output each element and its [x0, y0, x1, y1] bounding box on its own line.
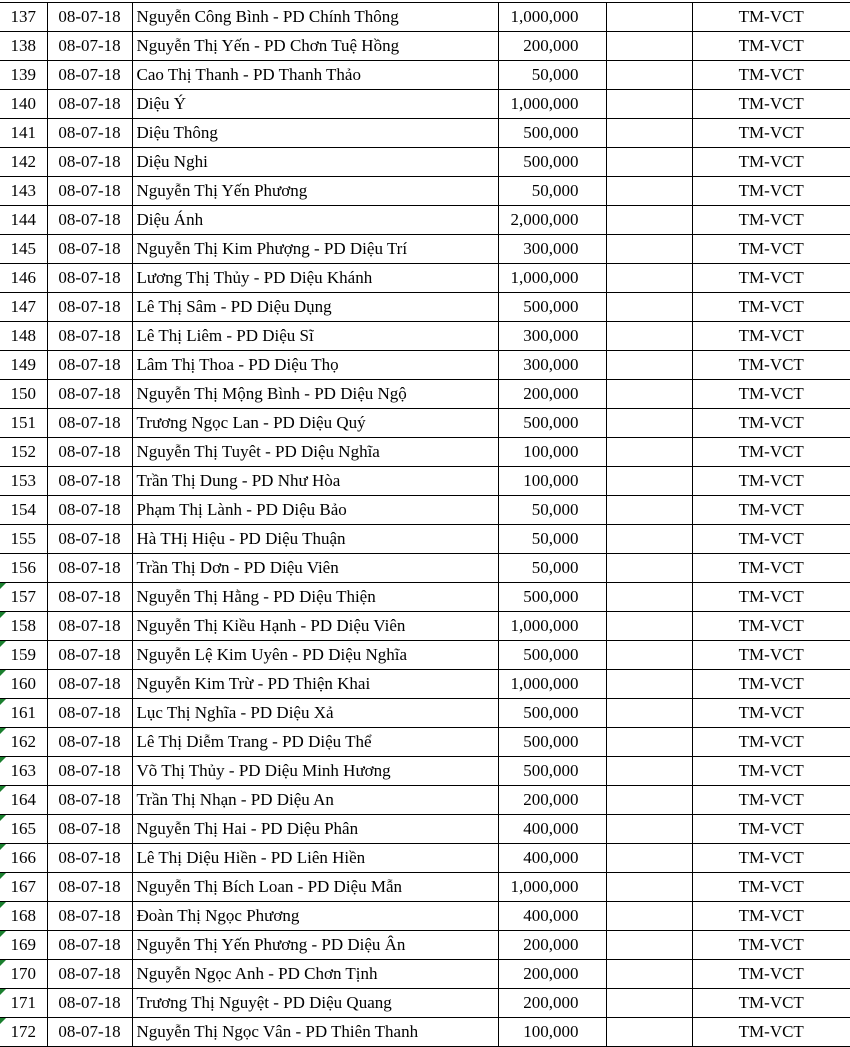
donor-name-cell[interactable]: Đoàn Thị Ngọc Phương	[132, 902, 498, 931]
amount-cell[interactable]: 400,000	[498, 902, 606, 931]
date-cell[interactable]: 08-07-18	[47, 380, 132, 409]
amount-cell[interactable]: 200,000	[498, 380, 606, 409]
code-cell[interactable]: TM-VCT	[692, 583, 850, 612]
table-body	[0, 3, 850, 1047]
empty-cell[interactable]	[606, 61, 692, 90]
amount-cell[interactable]: 200,000	[498, 960, 606, 989]
row-number-cell[interactable]: 167	[0, 873, 47, 902]
amount-cell[interactable]: 1,000,000	[498, 90, 606, 119]
donor-name-cell[interactable]: Nguyễn Ngọc Anh - PD Chơn Tịnh	[132, 960, 498, 989]
amount-cell[interactable]: 1,000,000	[498, 670, 606, 699]
date-cell[interactable]: 08-07-18	[47, 554, 132, 583]
empty-cell[interactable]	[606, 612, 692, 641]
empty-cell[interactable]	[606, 699, 692, 728]
table-row	[0, 293, 850, 322]
row-number-cell[interactable]: 164	[0, 786, 47, 815]
empty-cell[interactable]	[606, 844, 692, 873]
table-row	[0, 496, 850, 525]
code-cell[interactable]: TM-VCT	[692, 960, 850, 989]
amount-cell[interactable]: 500,000	[498, 148, 606, 177]
empty-cell[interactable]	[606, 32, 692, 61]
donor-name-cell[interactable]: Nguyễn Thị Hai - PD Diệu Phân	[132, 815, 498, 844]
donor-name-cell[interactable]: Nguyễn Thị Yến - PD Chơn Tuệ Hồng	[132, 32, 498, 61]
comment-indicator-icon	[0, 873, 6, 879]
code-cell[interactable]: TM-VCT	[692, 467, 850, 496]
date-cell[interactable]: 08-07-18	[47, 264, 132, 293]
amount-cell[interactable]: 500,000	[498, 583, 606, 612]
row-number-cell[interactable]: 152	[0, 438, 47, 467]
table-row	[0, 902, 850, 931]
date-cell[interactable]: 08-07-18	[47, 873, 132, 902]
date-cell[interactable]: 08-07-18	[47, 612, 132, 641]
empty-cell[interactable]	[606, 467, 692, 496]
table-row	[0, 438, 850, 467]
donor-name-cell[interactable]: Nguyễn Kim Trừ - PD Thiện Khai	[132, 670, 498, 699]
code-cell[interactable]: TM-VCT	[692, 3, 850, 32]
comment-indicator-icon	[0, 902, 6, 908]
date-cell[interactable]: 08-07-18	[47, 728, 132, 757]
empty-cell[interactable]	[606, 670, 692, 699]
code-cell[interactable]: TM-VCT	[692, 554, 850, 583]
code-cell[interactable]: TM-VCT	[692, 293, 850, 322]
comment-indicator-icon	[0, 641, 6, 647]
table-row	[0, 235, 850, 264]
comment-indicator-icon	[0, 699, 6, 705]
table-row	[0, 206, 850, 235]
amount-cell[interactable]: 500,000	[498, 757, 606, 786]
date-cell[interactable]: 08-07-18	[47, 583, 132, 612]
donor-name-cell[interactable]: Nguyễn Công Bình - PD Chính Thông	[132, 3, 498, 32]
date-cell[interactable]: 08-07-18	[47, 786, 132, 815]
code-cell[interactable]: TM-VCT	[692, 235, 850, 264]
amount-cell[interactable]: 500,000	[498, 409, 606, 438]
row-number-cell[interactable]: 145	[0, 235, 47, 264]
comment-indicator-icon	[0, 583, 6, 589]
table-row	[0, 699, 850, 728]
row-number-cell[interactable]: 146	[0, 264, 47, 293]
row-number-cell[interactable]: 161	[0, 699, 47, 728]
row-number-cell[interactable]: 150	[0, 380, 47, 409]
empty-cell[interactable]	[606, 322, 692, 351]
date-cell[interactable]: 08-07-18	[47, 902, 132, 931]
table-row	[0, 641, 850, 670]
amount-cell[interactable]: 50,000	[498, 61, 606, 90]
row-number-cell[interactable]: 141	[0, 119, 47, 148]
date-cell[interactable]: 08-07-18	[47, 467, 132, 496]
donor-name-cell[interactable]: Nguyễn Thị Ngọc Vân - PD Thiên Thanh	[132, 1018, 498, 1047]
table-row	[0, 873, 850, 902]
row-number-cell[interactable]: 155	[0, 525, 47, 554]
code-cell[interactable]: TM-VCT	[692, 1018, 850, 1047]
table-row	[0, 554, 850, 583]
date-cell[interactable]: 08-07-18	[47, 3, 132, 32]
empty-cell[interactable]	[606, 757, 692, 786]
amount-cell[interactable]: 50,000	[498, 525, 606, 554]
code-cell[interactable]: TM-VCT	[692, 699, 850, 728]
table-row	[0, 960, 850, 989]
row-number-cell[interactable]: 160	[0, 670, 47, 699]
comment-indicator-icon	[0, 960, 6, 966]
date-cell[interactable]: 08-07-18	[47, 351, 132, 380]
row-number-cell[interactable]: 156	[0, 554, 47, 583]
empty-cell[interactable]	[606, 554, 692, 583]
date-cell[interactable]: 08-07-18	[47, 496, 132, 525]
row-number-cell[interactable]: 148	[0, 322, 47, 351]
table-row	[0, 380, 850, 409]
row-number-cell[interactable]: 139	[0, 61, 47, 90]
code-cell[interactable]: TM-VCT	[692, 670, 850, 699]
code-cell[interactable]: TM-VCT	[692, 757, 850, 786]
empty-cell[interactable]	[606, 409, 692, 438]
date-cell[interactable]: 08-07-18	[47, 148, 132, 177]
date-cell[interactable]: 08-07-18	[47, 235, 132, 264]
row-number-cell[interactable]: 171	[0, 989, 47, 1018]
donor-name-cell[interactable]: Trương Ngọc Lan - PD Diệu Quý	[132, 409, 498, 438]
donor-name-cell[interactable]: Nguyễn Thị Bích Loan - PD Diệu Mẫn	[132, 873, 498, 902]
comment-indicator-icon	[0, 670, 6, 676]
code-cell[interactable]: TM-VCT	[692, 641, 850, 670]
donation-table	[0, 2, 850, 1047]
amount-cell[interactable]: 50,000	[498, 554, 606, 583]
amount-cell[interactable]: 500,000	[498, 119, 606, 148]
empty-cell[interactable]	[606, 873, 692, 902]
table-row	[0, 989, 850, 1018]
date-cell[interactable]: 08-07-18	[47, 177, 132, 206]
date-cell[interactable]: 08-07-18	[47, 1018, 132, 1047]
table-row	[0, 148, 850, 177]
amount-cell[interactable]: 300,000	[498, 322, 606, 351]
date-cell[interactable]: 08-07-18	[47, 322, 132, 351]
amount-cell[interactable]: 2,000,000	[498, 206, 606, 235]
empty-cell[interactable]	[606, 786, 692, 815]
code-cell[interactable]: TM-VCT	[692, 873, 850, 902]
date-cell[interactable]: 08-07-18	[47, 61, 132, 90]
code-cell[interactable]: TM-VCT	[692, 612, 850, 641]
code-cell[interactable]: TM-VCT	[692, 844, 850, 873]
empty-cell[interactable]	[606, 728, 692, 757]
donor-name-cell[interactable]: Nguyễn Thị Yến Phương	[132, 177, 498, 206]
code-cell[interactable]: TM-VCT	[692, 148, 850, 177]
amount-cell[interactable]: 100,000	[498, 467, 606, 496]
row-number-cell[interactable]: 140	[0, 90, 47, 119]
empty-cell[interactable]	[606, 3, 692, 32]
empty-cell[interactable]	[606, 380, 692, 409]
table-row	[0, 119, 850, 148]
table-row	[0, 409, 850, 438]
row-number-cell[interactable]: 166	[0, 844, 47, 873]
donor-name-cell[interactable]: Hà THị Hiệu - PD Diệu Thuận	[132, 525, 498, 554]
amount-cell[interactable]: 300,000	[498, 235, 606, 264]
donor-name-cell[interactable]: Trương Thị Nguyệt - PD Diệu Quang	[132, 989, 498, 1018]
date-cell[interactable]: 08-07-18	[47, 119, 132, 148]
table-row	[0, 670, 850, 699]
donor-name-cell[interactable]: Diệu Ánh	[132, 206, 498, 235]
code-cell[interactable]: TM-VCT	[692, 438, 850, 467]
row-number-cell[interactable]: 158	[0, 612, 47, 641]
date-cell[interactable]: 08-07-18	[47, 206, 132, 235]
code-cell[interactable]: TM-VCT	[692, 322, 850, 351]
donor-name-cell[interactable]: Lê Thị Sâm - PD Diệu Dụng	[132, 293, 498, 322]
comment-indicator-icon	[0, 757, 6, 763]
empty-cell[interactable]	[606, 351, 692, 380]
donor-name-cell[interactable]: Nguyễn Thị Mộng Bình - PD Diệu Ngộ	[132, 380, 498, 409]
empty-cell[interactable]	[606, 148, 692, 177]
amount-cell[interactable]: 400,000	[498, 815, 606, 844]
table-row	[0, 612, 850, 641]
amount-cell[interactable]: 500,000	[498, 641, 606, 670]
code-cell[interactable]: TM-VCT	[692, 496, 850, 525]
table-row	[0, 322, 850, 351]
date-cell[interactable]: 08-07-18	[47, 90, 132, 119]
amount-cell[interactable]: 1,000,000	[498, 612, 606, 641]
amount-cell[interactable]: 500,000	[498, 293, 606, 322]
row-number-cell[interactable]: 165	[0, 815, 47, 844]
comment-indicator-icon	[0, 931, 6, 937]
donor-name-cell[interactable]: Nguyễn Thị Tuyêt - PD Diệu Nghĩa	[132, 438, 498, 467]
donor-name-cell[interactable]: Võ Thị Thủy - PD Diệu Minh Hương	[132, 757, 498, 786]
row-number-cell[interactable]: 172	[0, 1018, 47, 1047]
comment-indicator-icon	[0, 989, 6, 995]
amount-cell[interactable]: 1,000,000	[498, 873, 606, 902]
code-cell[interactable]: TM-VCT	[692, 931, 850, 960]
row-number-cell[interactable]: 154	[0, 496, 47, 525]
row-number-cell[interactable]: 168	[0, 902, 47, 931]
table-row	[0, 786, 850, 815]
empty-cell[interactable]	[606, 177, 692, 206]
date-cell[interactable]: 08-07-18	[47, 32, 132, 61]
donor-name-cell[interactable]: Trần Thị Dung - PD Như Hòa	[132, 467, 498, 496]
table-row	[0, 3, 850, 32]
row-number-cell[interactable]: 159	[0, 641, 47, 670]
row-number-cell[interactable]: 147	[0, 293, 47, 322]
table-row	[0, 728, 850, 757]
amount-cell[interactable]: 1,000,000	[498, 3, 606, 32]
row-number-cell[interactable]: 157	[0, 583, 47, 612]
donor-name-cell[interactable]: Phạm Thị Lành - PD Diệu Bảo	[132, 496, 498, 525]
empty-cell[interactable]	[606, 1018, 692, 1047]
date-cell[interactable]: 08-07-18	[47, 989, 132, 1018]
comment-indicator-icon	[0, 815, 6, 821]
table-row	[0, 61, 850, 90]
row-number-cell[interactable]: 149	[0, 351, 47, 380]
amount-cell[interactable]: 300,000	[498, 351, 606, 380]
amount-cell[interactable]: 500,000	[498, 728, 606, 757]
date-cell[interactable]: 08-07-18	[47, 815, 132, 844]
code-cell[interactable]: TM-VCT	[692, 902, 850, 931]
donor-name-cell[interactable]: Nguyễn Thị Kiều Hạnh - PD Diệu Viên	[132, 612, 498, 641]
row-number-cell[interactable]: 170	[0, 960, 47, 989]
date-cell[interactable]: 08-07-18	[47, 438, 132, 467]
donor-name-cell[interactable]: Trần Thị Dơn - PD Diệu Viên	[132, 554, 498, 583]
row-number-cell[interactable]: 144	[0, 206, 47, 235]
amount-cell[interactable]: 400,000	[498, 844, 606, 873]
amount-cell[interactable]: 1,000,000	[498, 264, 606, 293]
amount-cell[interactable]: 200,000	[498, 786, 606, 815]
row-number-cell[interactable]: 153	[0, 467, 47, 496]
row-number-cell[interactable]: 162	[0, 728, 47, 757]
row-number-cell[interactable]: 137	[0, 3, 47, 32]
date-cell[interactable]: 08-07-18	[47, 844, 132, 873]
code-cell[interactable]: TM-VCT	[692, 989, 850, 1018]
empty-cell[interactable]	[606, 90, 692, 119]
table-row	[0, 351, 850, 380]
amount-cell[interactable]: 500,000	[498, 699, 606, 728]
empty-cell[interactable]	[606, 119, 692, 148]
donor-name-cell[interactable]: Nguyễn Thị Hằng - PD Diệu Thiện	[132, 583, 498, 612]
empty-cell[interactable]	[606, 931, 692, 960]
row-number-cell[interactable]: 151	[0, 409, 47, 438]
donor-name-cell[interactable]: Nguyễn Thị Yến Phương - PD Diệu Ân	[132, 931, 498, 960]
table-row	[0, 525, 850, 554]
comment-indicator-icon	[0, 844, 6, 850]
table-row	[0, 264, 850, 293]
date-cell[interactable]: 08-07-18	[47, 525, 132, 554]
amount-cell[interactable]: 200,000	[498, 931, 606, 960]
empty-cell[interactable]	[606, 264, 692, 293]
donor-name-cell[interactable]: Diệu Nghi	[132, 148, 498, 177]
table-row	[0, 32, 850, 61]
empty-cell[interactable]	[606, 641, 692, 670]
amount-cell[interactable]: 200,000	[498, 989, 606, 1018]
table-row	[0, 90, 850, 119]
empty-cell[interactable]	[606, 902, 692, 931]
date-cell[interactable]: 08-07-18	[47, 931, 132, 960]
donor-name-cell[interactable]: Diệu Ý	[132, 90, 498, 119]
table-row	[0, 583, 850, 612]
table-row	[0, 844, 850, 873]
donor-name-cell[interactable]: Cao Thị Thanh - PD Thanh Thảo	[132, 61, 498, 90]
comment-indicator-icon	[0, 786, 6, 792]
donor-name-cell[interactable]: Lục Thị Nghĩa - PD Diệu Xả	[132, 699, 498, 728]
code-cell[interactable]: TM-VCT	[692, 61, 850, 90]
amount-cell[interactable]: 50,000	[498, 496, 606, 525]
table-row	[0, 177, 850, 206]
empty-cell[interactable]	[606, 960, 692, 989]
comment-indicator-icon	[0, 612, 6, 618]
code-cell[interactable]: TM-VCT	[692, 525, 850, 554]
code-cell[interactable]: TM-VCT	[692, 786, 850, 815]
date-cell[interactable]: 08-07-18	[47, 293, 132, 322]
code-cell[interactable]: TM-VCT	[692, 351, 850, 380]
row-number-cell[interactable]: 143	[0, 177, 47, 206]
date-cell[interactable]: 08-07-18	[47, 960, 132, 989]
row-number-cell[interactable]: 138	[0, 32, 47, 61]
empty-cell[interactable]	[606, 206, 692, 235]
empty-cell[interactable]	[606, 438, 692, 467]
amount-cell[interactable]: 100,000	[498, 438, 606, 467]
donor-name-cell[interactable]: Nguyễn Lệ Kim Uyên - PD Diệu Nghĩa	[132, 641, 498, 670]
code-cell[interactable]: TM-VCT	[692, 264, 850, 293]
code-cell[interactable]: TM-VCT	[692, 815, 850, 844]
code-cell[interactable]: TM-VCT	[692, 206, 850, 235]
donor-name-cell[interactable]: Lê Thị Diệu Hiền - PD Liên Hiền	[132, 844, 498, 873]
date-cell[interactable]: 08-07-18	[47, 409, 132, 438]
date-cell[interactable]: 08-07-18	[47, 641, 132, 670]
table-row	[0, 1018, 850, 1047]
donor-name-cell[interactable]: Lương Thị Thủy - PD Diệu Khánh	[132, 264, 498, 293]
donor-name-cell[interactable]: Lê Thị Diễm Trang - PD Diệu Thể	[132, 728, 498, 757]
donor-name-cell[interactable]: Nguyễn Thị Kim Phượng - PD Diệu Trí	[132, 235, 498, 264]
date-cell[interactable]: 08-07-18	[47, 670, 132, 699]
empty-cell[interactable]	[606, 815, 692, 844]
row-number-cell[interactable]: 142	[0, 148, 47, 177]
amount-cell[interactable]: 50,000	[498, 177, 606, 206]
table-row	[0, 757, 850, 786]
comment-indicator-icon	[0, 1018, 6, 1024]
donor-name-cell[interactable]: Trần Thị Nhạn - PD Diệu An	[132, 786, 498, 815]
empty-cell[interactable]	[606, 496, 692, 525]
empty-cell[interactable]	[606, 583, 692, 612]
empty-cell[interactable]	[606, 525, 692, 554]
donor-name-cell[interactable]: Lâm Thị Thoa - PD Diệu Thọ	[132, 351, 498, 380]
table-row	[0, 467, 850, 496]
donor-name-cell[interactable]: Diệu Thông	[132, 119, 498, 148]
comment-indicator-icon	[0, 728, 6, 734]
table-row	[0, 815, 850, 844]
code-cell[interactable]: TM-VCT	[692, 409, 850, 438]
empty-cell[interactable]	[606, 989, 692, 1018]
code-cell[interactable]: TM-VCT	[692, 380, 850, 409]
date-cell[interactable]: 08-07-18	[47, 757, 132, 786]
code-cell[interactable]: TM-VCT	[692, 119, 850, 148]
date-cell[interactable]: 08-07-18	[47, 699, 132, 728]
code-cell[interactable]: TM-VCT	[692, 728, 850, 757]
code-cell[interactable]: TM-VCT	[692, 177, 850, 206]
row-number-cell[interactable]: 163	[0, 757, 47, 786]
donor-name-cell[interactable]: Lê Thị Liêm - PD Diệu Sĩ	[132, 322, 498, 351]
amount-cell[interactable]: 100,000	[498, 1018, 606, 1047]
code-cell[interactable]: TM-VCT	[692, 90, 850, 119]
table-row	[0, 931, 850, 960]
amount-cell[interactable]: 200,000	[498, 32, 606, 61]
empty-cell[interactable]	[606, 293, 692, 322]
code-cell[interactable]: TM-VCT	[692, 32, 850, 61]
row-number-cell[interactable]: 169	[0, 931, 47, 960]
empty-cell[interactable]	[606, 235, 692, 264]
